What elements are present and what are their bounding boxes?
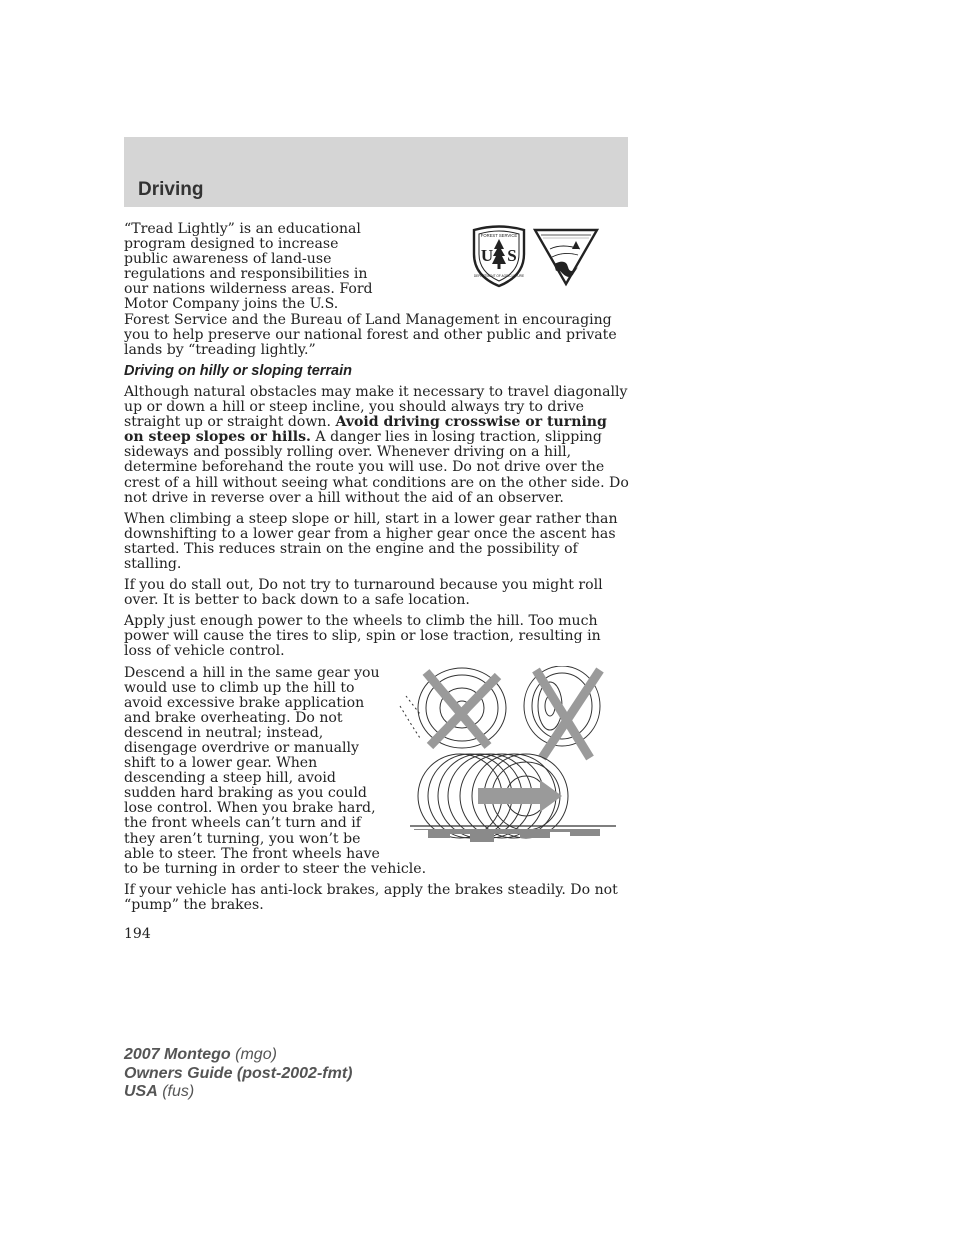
paragraph-descend: Descend a hill in the same gear you would use to climb up the hill to avoid excessive brake application and brake overheating. Do not descend in neutral; instead, disengage overdrive or manually shift to a lower gear. When descending a steep hill, avoid sudden hard braking as you could lose control. When you brake hard, the front wheels can’t turn and if they aren’t turning, you won’t be able to steer. The front wheels have to be turning in order to steer the vehicle. [124, 664, 427, 877]
footer-line-market [124, 1083, 352, 1102]
paragraph-stall: If you do stall out, Do not try to turnaround because you might roll over. It is better to back down to a safe location. [124, 577, 603, 609]
shield-letter-s: S [507, 246, 517, 265]
paragraph-power: Apply just enough power to the wheels to climb the hill. Too much power will cause the tires to slip, spin or lose traction, resulting in loss of vehicle control. [124, 613, 601, 660]
tread-lightly-logos [390, 222, 630, 294]
tire-traction-illustration-icon [390, 666, 630, 852]
section-title: Driving [138, 179, 204, 200]
footer-market: USA [124, 1083, 158, 1100]
tire-illustration [390, 666, 630, 852]
paragraph-diagonal-travel [124, 385, 630, 506]
warning-bold-text: Avoid driving crosswise or turning on steep slopes or hills. [124, 414, 607, 446]
paragraph-text: A danger lies in losing traction, slipping sideways and possibly rolling over. Whenever driving on a hill, determine beforehand the route you will use. Do not drive over the crest of a hill without seeing what conditions are on the other side. Do not drive in reverse over a hill without the aid of an observer. [124, 429, 629, 506]
main-column [124, 222, 630, 919]
document-footer [124, 1046, 352, 1102]
us-forest-service-shield-icon [470, 224, 528, 288]
footer-model: 2007 Montego [124, 1046, 231, 1063]
bureau-of-land-management-triangle-icon [532, 227, 600, 287]
footer-line-guide: Owners Guide (post-2002-fmt) [124, 1064, 353, 1082]
paragraph-climbing: When climbing a steep slope or hill, start in a lower gear rather than downshifting to a lower gear from a higher gear once the ascent has started. This reduces strain on the engine and the possibility of stalling. [124, 510, 618, 572]
intro-paragraph: “Tread Lightly” is an educational program designed to increase public awareness of land-use regulations and responsibilities in our nations wilderness areas. Ford Motor Company joins the U.S. Forest Service and the Bureau of Land Management in encouraging you to help preserve our national forest and other public and private lands by “treading lightly.” [124, 221, 617, 358]
footer-market-code: (fus) [157, 1083, 195, 1100]
footer-model-code: (mgo) [230, 1046, 277, 1063]
shield-arc-top: FOREST SERVICE [480, 233, 518, 238]
subsection-heading: Driving on hilly or sloping terrain [124, 362, 352, 379]
footer-line-model [124, 1046, 352, 1065]
shield-letter-u: U [480, 246, 494, 265]
paragraph-antilock: If your vehicle has anti-lock brakes, apply the brakes steadily. Do not “pump” the brakes. [124, 881, 618, 913]
section-header-band [124, 137, 628, 207]
shield-arc-bottom: DEPARTMENT OF AGRICULTURE [473, 274, 525, 278]
page-number: 194 [124, 926, 151, 942]
paragraph-text: Although natural obstacles may make it necessary to travel diagonally up or down a hill or steep incline, you should always try to drive straight up or straight down. [124, 383, 628, 431]
